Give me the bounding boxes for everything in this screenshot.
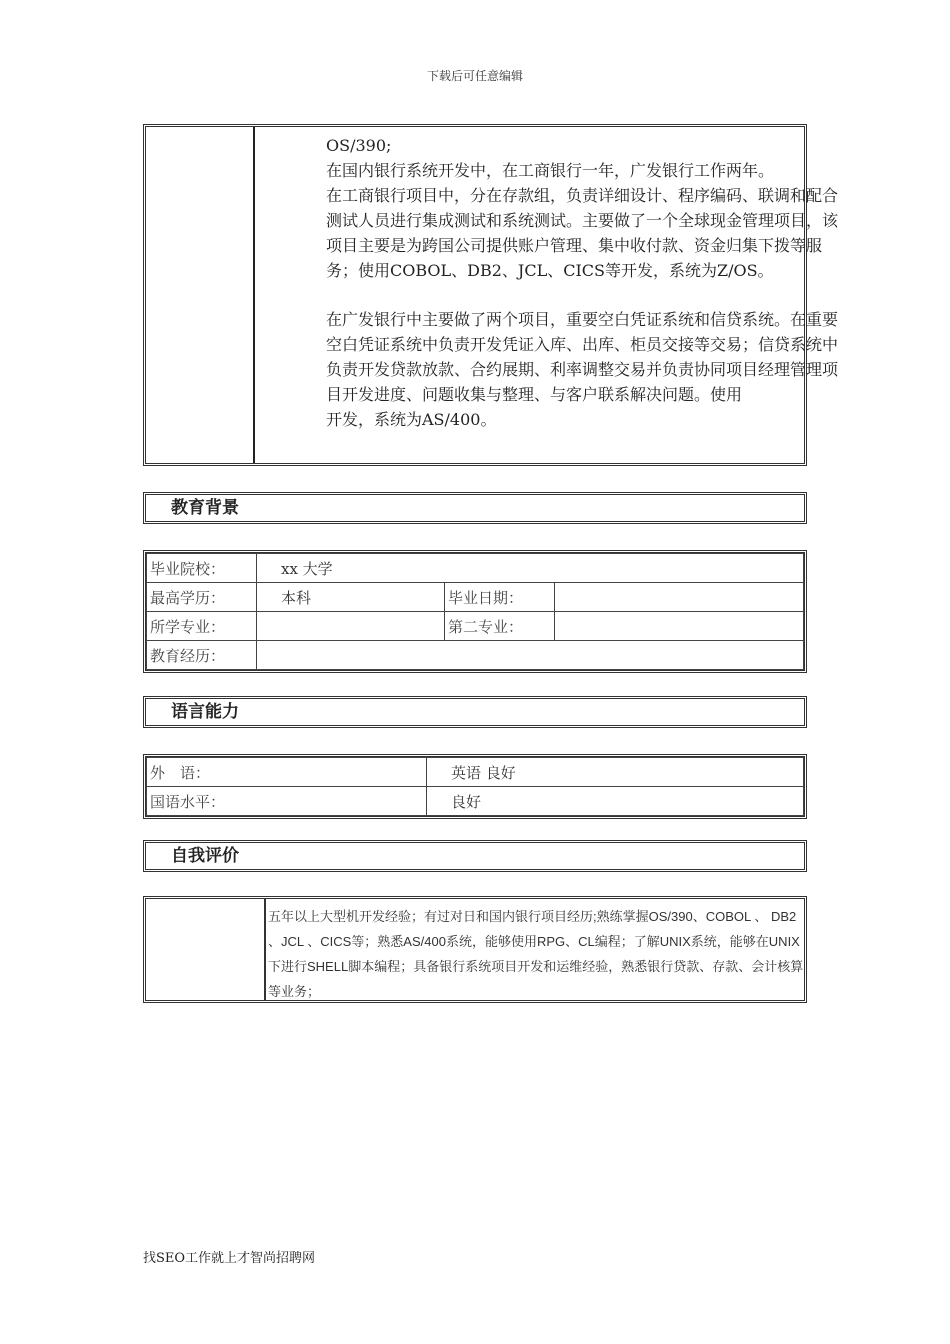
page-header-note: 下载后可任意编辑 (426, 69, 523, 83)
language-section-title: 语言能力 (143, 696, 807, 728)
self-eval-box (143, 896, 807, 1003)
second-major-value (555, 612, 804, 641)
grad-date-value (555, 583, 804, 612)
major-label: 所学专业： (147, 612, 257, 641)
experience-line: 在国内银行系统开发中，在工商银行一年，广发银行工作两年。 (326, 161, 775, 180)
degree-value: 本科 (257, 583, 445, 612)
experience-line: OS/390; (326, 136, 392, 155)
experience-line: 测试人员进行集成测试和系统测试。主要做了一个全球现金管理项目，该 (326, 211, 839, 230)
table-row (147, 758, 804, 787)
edu-history-value (257, 641, 804, 670)
major-value (257, 612, 445, 641)
foreign-language-value: 英语 良好 (427, 758, 804, 787)
self-eval-section-title: 自我评价 (143, 840, 807, 872)
experience-line: 项目主要是为跨国公司提供账户管理、集中收付款、资金归集下拨等服 (326, 236, 823, 255)
experience-line: 在广发银行中主要做了两个项目，重要空白凭证系统和信贷系统。在重要 (326, 310, 839, 329)
education-section-title: 教育背景 (143, 492, 807, 524)
table-row (147, 612, 804, 641)
table-row (147, 641, 804, 670)
school-value: xx 大学 (257, 554, 804, 583)
page-footer-note: 找SEO工作就上才智尚招聘网 (143, 1251, 316, 1266)
experience-text (326, 133, 946, 432)
mandarin-value: 良好 (427, 787, 804, 816)
self-eval-text: 五年以上大型机开发经验；有过对日和国内银行项目经历;熟练掌握OS/390、COBOL 、 DB2 、JCL 、CICS等；熟悉AS/400系统，能够使用RPG、CL编程；了解UNIX系统，能够在UNIX下进行SHELL脚本编程；具备银行系统项目开发和运维经验，熟悉银行贷款、存款、会计核算等业务； (268, 909, 804, 999)
education-table (143, 550, 807, 673)
grad-date-label: 毕业日期： (445, 583, 555, 612)
experience-box (143, 124, 839, 466)
experience-line: 目开发进度、问题收集与整理、与客户联系解决问题。使用 (326, 385, 743, 404)
table-row (147, 787, 804, 816)
mandarin-label: 国语水平： (147, 787, 427, 816)
experience-line: 务；使用COBOL、DB2、JCL、CICS等开发，系统为Z/OS。 (326, 261, 774, 280)
degree-label: 最高学历： (147, 583, 257, 612)
language-table (143, 754, 807, 819)
experience-line: 开发，系统为AS/400。 (326, 410, 497, 429)
second-major-label: 第二专业： (445, 612, 555, 641)
edu-history-label: 教育经历： (147, 641, 257, 670)
experience-gap (326, 283, 946, 307)
experience-line: 在工商银行项目中，分在存款组，负责详细设计、程序编码、联调和配合 (326, 186, 839, 205)
foreign-language-label: 外 语： (147, 758, 427, 787)
experience-line: 负责开发贷款放款、合约展期、利率调整交易并负责协同项目经理管理项 (326, 360, 839, 379)
school-label: 毕业院校： (147, 554, 257, 583)
table-row (147, 583, 804, 612)
experience-divider (253, 127, 255, 463)
self-eval-divider (264, 899, 266, 1000)
experience-line: 空白凭证系统中负责开发凭证入库、出库、柜员交接等交易；信贷系统中 (326, 335, 839, 354)
table-row (147, 554, 804, 583)
